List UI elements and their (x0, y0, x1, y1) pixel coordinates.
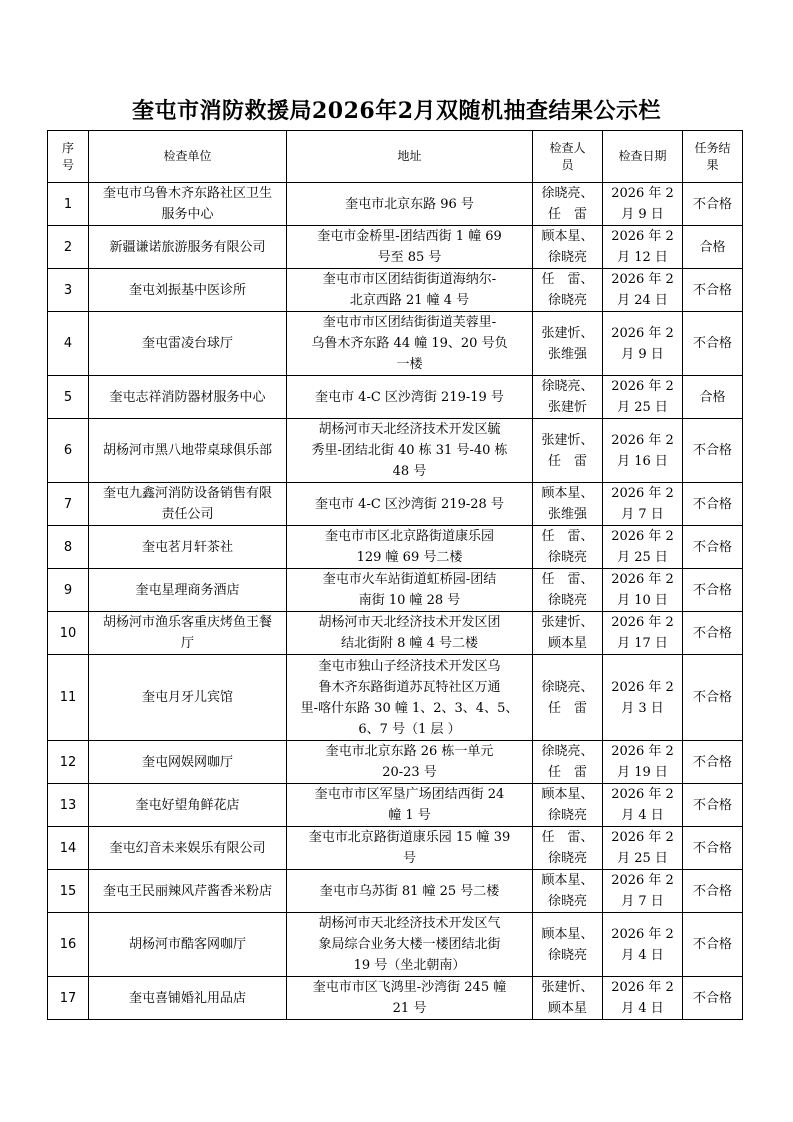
cell-inspectors: 张建忻、 顾本星 (533, 612, 603, 655)
cell-address: 奎屯市市区北京路街道康乐园 129 幢 69 号二楼 (287, 526, 533, 569)
cell-unit: 胡杨河市渔乐客重庆烤鱼王餐 厅 (89, 612, 287, 655)
table-row (48, 655, 743, 741)
cell-result: 不合格 (683, 784, 743, 827)
table-row (48, 977, 743, 1020)
cell-unit: 奎屯喜铺婚礼用品店 (89, 977, 287, 1020)
table-row (48, 269, 743, 312)
cell-date: 2026 年 2 月 24 日 (603, 269, 683, 312)
cell-unit: 奎屯月牙儿宾馆 (89, 655, 287, 741)
table-row (48, 226, 743, 269)
cell-date: 2026 年 2 月 17 日 (603, 612, 683, 655)
cell-inspectors: 顾本星、 徐晓亮 (533, 784, 603, 827)
cell-address: 奎屯市金桥里-团结西街 1 幢 69 号至 85 号 (287, 226, 533, 269)
cell-unit: 奎屯志祥消防器材服务中心 (89, 376, 287, 419)
cell-address: 奎屯市 4-C 区沙湾街 219-19 号 (287, 376, 533, 419)
cell-date: 2026 年 2 月 9 日 (603, 312, 683, 376)
cell-date: 2026 年 2 月 25 日 (603, 376, 683, 419)
table-row (48, 870, 743, 913)
cell-no: 16 (48, 913, 89, 977)
cell-unit: 奎屯王民丽辣风芹酱香米粉店 (89, 870, 287, 913)
page-title: 奎屯市消防救援局2026年2月双随机抽查结果公示栏 (131, 98, 662, 124)
cell-date: 2026 年 2 月 4 日 (603, 977, 683, 1020)
cell-unit: 奎屯幻音未来娱乐有限公司 (89, 827, 287, 870)
cell-address: 奎屯市火车站街道虹桥园-团结 南街 10 幢 28 号 (287, 569, 533, 612)
cell-no: 8 (48, 526, 89, 569)
cell-no: 1 (48, 183, 89, 226)
cell-inspectors: 顾本星、 张维强 (533, 483, 603, 526)
cell-date: 2026 年 2 月 3 日 (603, 655, 683, 741)
table-row (48, 526, 743, 569)
cell-inspectors: 徐晓亮、 张建忻 (533, 376, 603, 419)
cell-address: 奎屯市 4-C 区沙湾街 219-28 号 (287, 483, 533, 526)
inspection-results-table (47, 130, 743, 1020)
cell-no: 15 (48, 870, 89, 913)
cell-no: 2 (48, 226, 89, 269)
cell-date: 2026 年 2 月 9 日 (603, 183, 683, 226)
cell-inspectors: 张建忻、 顾本星 (533, 977, 603, 1020)
header-date: 检查日期 (603, 131, 683, 183)
cell-date: 2026 年 2 月 12 日 (603, 226, 683, 269)
cell-result: 不合格 (683, 827, 743, 870)
table-row (48, 183, 743, 226)
cell-result: 不合格 (683, 269, 743, 312)
table-header-row (48, 131, 743, 183)
cell-result: 不合格 (683, 419, 743, 483)
header-address: 地址 (287, 131, 533, 183)
cell-inspectors: 张建忻、 任 雷 (533, 419, 603, 483)
cell-unit: 奎屯刘振基中医诊所 (89, 269, 287, 312)
table-row (48, 376, 743, 419)
cell-result: 不合格 (683, 569, 743, 612)
cell-no: 5 (48, 376, 89, 419)
cell-address: 奎屯市市区团结街街道芙蓉里- 乌鲁木齐东路 44 幢 19、20 号负 一楼 (287, 312, 533, 376)
cell-unit: 胡杨河市酷客网咖厅 (89, 913, 287, 977)
cell-unit: 奎屯市乌鲁木齐东路社区卫生 服务中心 (89, 183, 287, 226)
cell-no: 12 (48, 741, 89, 784)
cell-date: 2026 年 2 月 10 日 (603, 569, 683, 612)
table-row (48, 784, 743, 827)
cell-unit: 新疆谦诺旅游服务有限公司 (89, 226, 287, 269)
cell-date: 2026 年 2 月 4 日 (603, 784, 683, 827)
cell-no: 17 (48, 977, 89, 1020)
table-row (48, 312, 743, 376)
cell-inspectors: 张建忻、 张维强 (533, 312, 603, 376)
cell-result: 合格 (683, 376, 743, 419)
cell-no: 3 (48, 269, 89, 312)
cell-date: 2026 年 2 月 25 日 (603, 526, 683, 569)
cell-inspectors: 任 雷、 徐晓亮 (533, 269, 603, 312)
header-result: 任务结 果 (683, 131, 743, 183)
cell-no: 4 (48, 312, 89, 376)
cell-no: 13 (48, 784, 89, 827)
cell-result: 不合格 (683, 312, 743, 376)
cell-address: 奎屯市北京东路 26 栋一单元 20-23 号 (287, 741, 533, 784)
cell-date: 2026 年 2 月 7 日 (603, 870, 683, 913)
cell-unit: 奎屯好望角鲜花店 (89, 784, 287, 827)
cell-no: 14 (48, 827, 89, 870)
cell-address: 奎屯市市区团结街街道海纳尔- 北京西路 21 幢 4 号 (287, 269, 533, 312)
table-row (48, 569, 743, 612)
cell-address: 胡杨河市天北经济技术开发区气 象局综合业务大楼一楼团结北街 19 号（坐北朝南） (287, 913, 533, 977)
cell-no: 11 (48, 655, 89, 741)
cell-unit: 奎屯网娱网咖厅 (89, 741, 287, 784)
cell-no: 7 (48, 483, 89, 526)
cell-result: 不合格 (683, 870, 743, 913)
cell-unit: 奎屯雷凌台球厅 (89, 312, 287, 376)
table-row (48, 483, 743, 526)
cell-result: 不合格 (683, 483, 743, 526)
cell-date: 2026 年 2 月 16 日 (603, 419, 683, 483)
cell-inspectors: 顾本星、 徐晓亮 (533, 913, 603, 977)
header-no: 序 号 (48, 131, 89, 183)
cell-inspectors: 徐晓亮、 任 雷 (533, 655, 603, 741)
cell-date: 2026 年 2 月 4 日 (603, 913, 683, 977)
cell-result: 不合格 (683, 183, 743, 226)
cell-no: 6 (48, 419, 89, 483)
cell-address: 胡杨河市天北经济技术开发区毓 秀里-团结北街 40 栋 31 号-40 栋 48 号 (287, 419, 533, 483)
cell-result: 不合格 (683, 526, 743, 569)
cell-inspectors: 徐晓亮、 任 雷 (533, 741, 603, 784)
cell-unit: 奎屯茗月轩茶社 (89, 526, 287, 569)
cell-inspectors: 任 雷、 徐晓亮 (533, 526, 603, 569)
cell-inspectors: 任 雷、 徐晓亮 (533, 569, 603, 612)
cell-result: 不合格 (683, 655, 743, 741)
header-unit: 检查单位 (89, 131, 287, 183)
cell-unit: 奎屯星理商务酒店 (89, 569, 287, 612)
cell-address: 奎屯市市区军垦广场团结西街 24 幢 1 号 (287, 784, 533, 827)
cell-address: 奎屯市北京路街道康乐园 15 幢 39 号 (287, 827, 533, 870)
cell-date: 2026 年 2 月 19 日 (603, 741, 683, 784)
table-row (48, 419, 743, 483)
cell-result: 合格 (683, 226, 743, 269)
cell-address: 奎屯市乌苏街 81 幢 25 号二楼 (287, 870, 533, 913)
cell-result: 不合格 (683, 977, 743, 1020)
cell-date: 2026 年 2 月 25 日 (603, 827, 683, 870)
cell-no: 9 (48, 569, 89, 612)
cell-inspectors: 顾本星、 徐晓亮 (533, 226, 603, 269)
cell-date: 2026 年 2 月 7 日 (603, 483, 683, 526)
cell-inspectors: 任 雷、 徐晓亮 (533, 827, 603, 870)
cell-address: 奎屯市北京东路 96 号 (287, 183, 533, 226)
table-row (48, 913, 743, 977)
table-row (48, 741, 743, 784)
cell-no: 10 (48, 612, 89, 655)
cell-inspectors: 徐晓亮、 任 雷 (533, 183, 603, 226)
cell-address: 奎屯市市区飞鸿里-沙湾街 245 幢 21 号 (287, 977, 533, 1020)
cell-result: 不合格 (683, 913, 743, 977)
cell-unit: 胡杨河市黑八地带桌球俱乐部 (89, 419, 287, 483)
cell-address: 奎屯市独山子经济技术开发区乌 鲁木齐东路街道苏瓦特社区万通 里-喀什东路 30 幢 1、2、3、4、5、 6、7 号（1 层 ） (287, 655, 533, 741)
cell-inspectors: 顾本星、 徐晓亮 (533, 870, 603, 913)
header-inspectors: 检查人 员 (533, 131, 603, 183)
table-row (48, 827, 743, 870)
cell-address: 胡杨河市天北经济技术开发区团 结北街附 8 幢 4 号二楼 (287, 612, 533, 655)
cell-result: 不合格 (683, 741, 743, 784)
cell-unit: 奎屯九鑫河消防设备销售有限 责任公司 (89, 483, 287, 526)
table-row (48, 612, 743, 655)
cell-result: 不合格 (683, 612, 743, 655)
